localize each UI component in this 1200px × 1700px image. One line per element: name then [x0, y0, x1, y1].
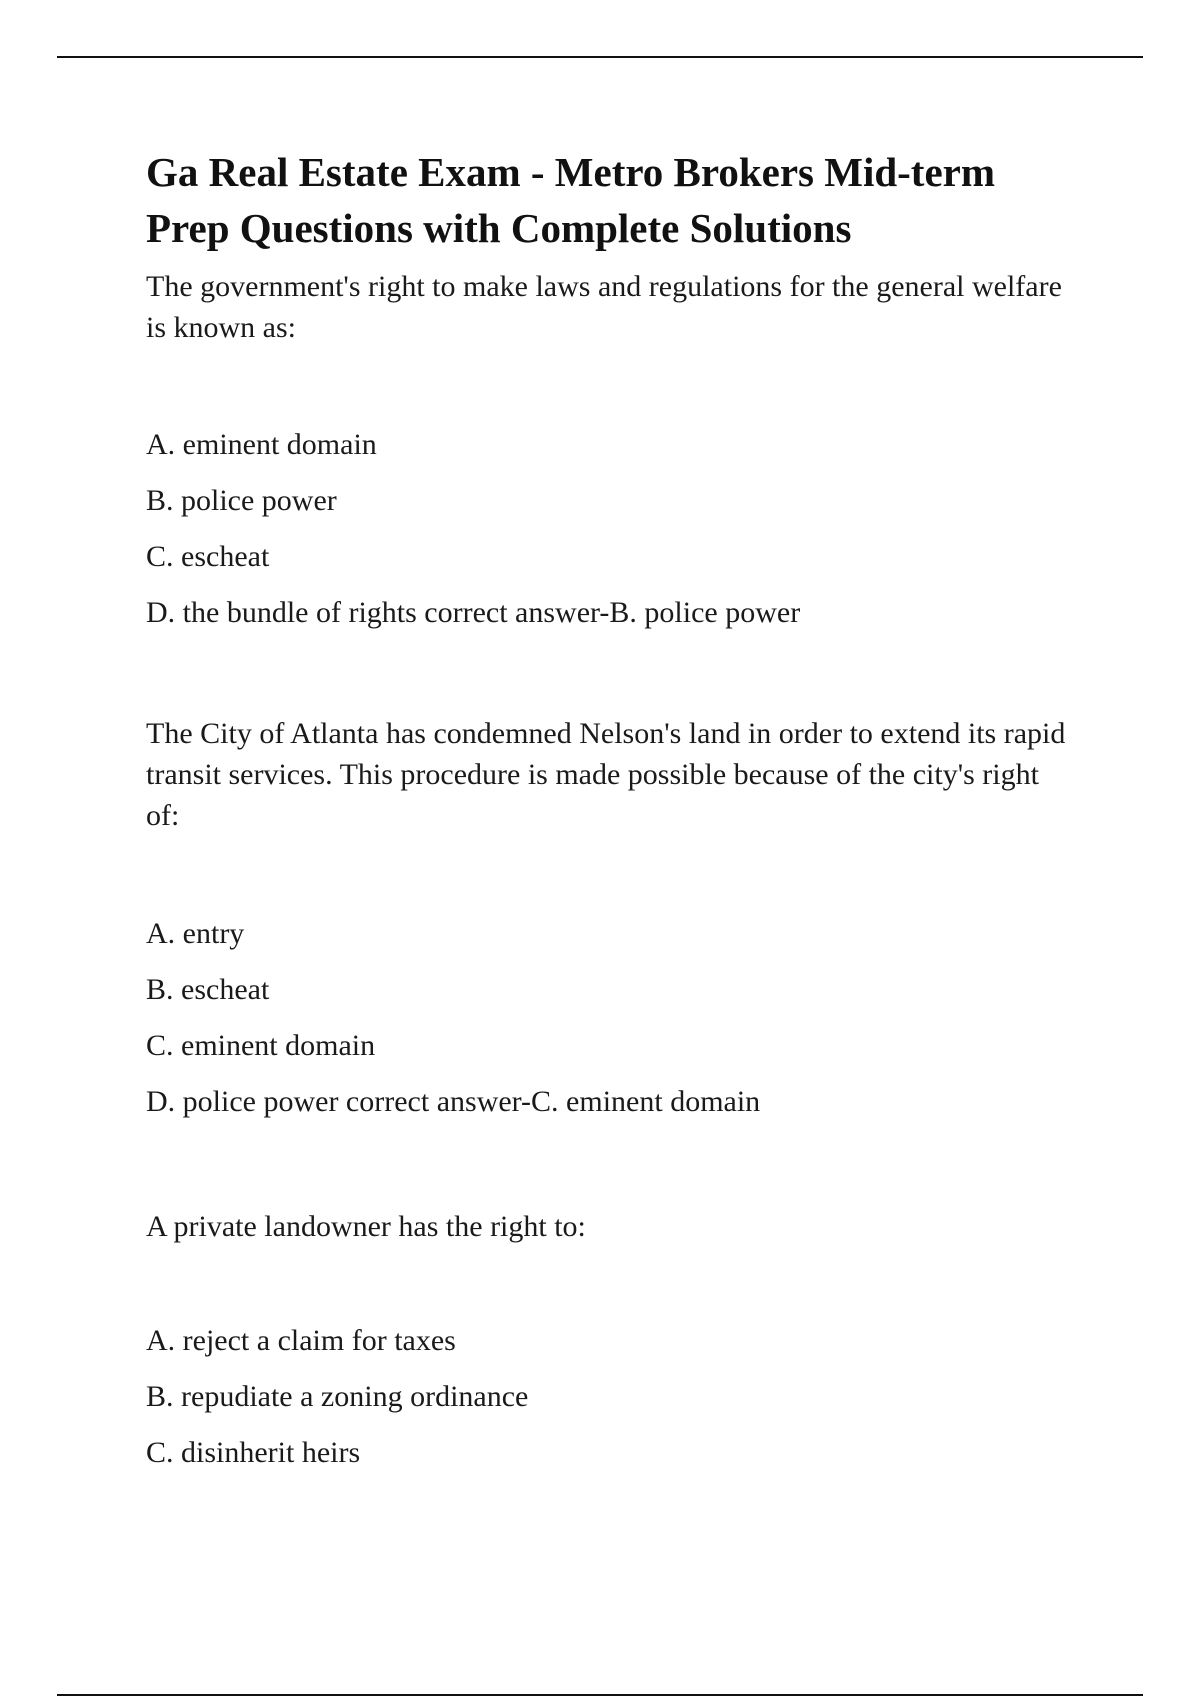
option-b: B. police power	[146, 484, 337, 517]
option-d-with-answer: D. the bundle of rights correct answer-B. police power	[146, 596, 801, 629]
option-c: C. disinherit heirs	[146, 1436, 361, 1469]
question-1	[146, 266, 1076, 641]
answer-options	[146, 417, 1076, 641]
question-text: The City of Atlanta has condemned Nelson's land in order to extend its rapid transit services. This procedure is made possible because of the city's right of:	[146, 717, 1066, 832]
document-title: Ga Real Estate Exam - Metro Brokers Mid-term Prep Questions with Complete Solutions	[146, 149, 996, 251]
option-b: B. repudiate a zoning ordinance	[146, 1380, 529, 1413]
document-body	[146, 144, 1076, 1481]
option-a: A. entry	[146, 917, 245, 950]
answer-options	[146, 1313, 1076, 1481]
bottom-rule	[57, 1694, 1143, 1696]
option-d-with-answer: D. police power correct answer-C. eminent domain	[146, 1085, 761, 1118]
option-a: A. reject a claim for taxes	[146, 1324, 456, 1357]
question-3	[146, 1206, 1076, 1481]
question-2	[146, 713, 1076, 1130]
option-b: B. escheat	[146, 973, 270, 1006]
question-text: The government's right to make laws and regulations for the general welfare is known as:	[146, 270, 1062, 344]
answer-options	[146, 906, 1076, 1130]
question-text: A private landowner has the right to:	[146, 1210, 586, 1243]
option-c: C. escheat	[146, 540, 270, 573]
option-c: C. eminent domain	[146, 1029, 376, 1062]
top-rule	[57, 56, 1143, 58]
option-a: A. eminent domain	[146, 428, 377, 461]
